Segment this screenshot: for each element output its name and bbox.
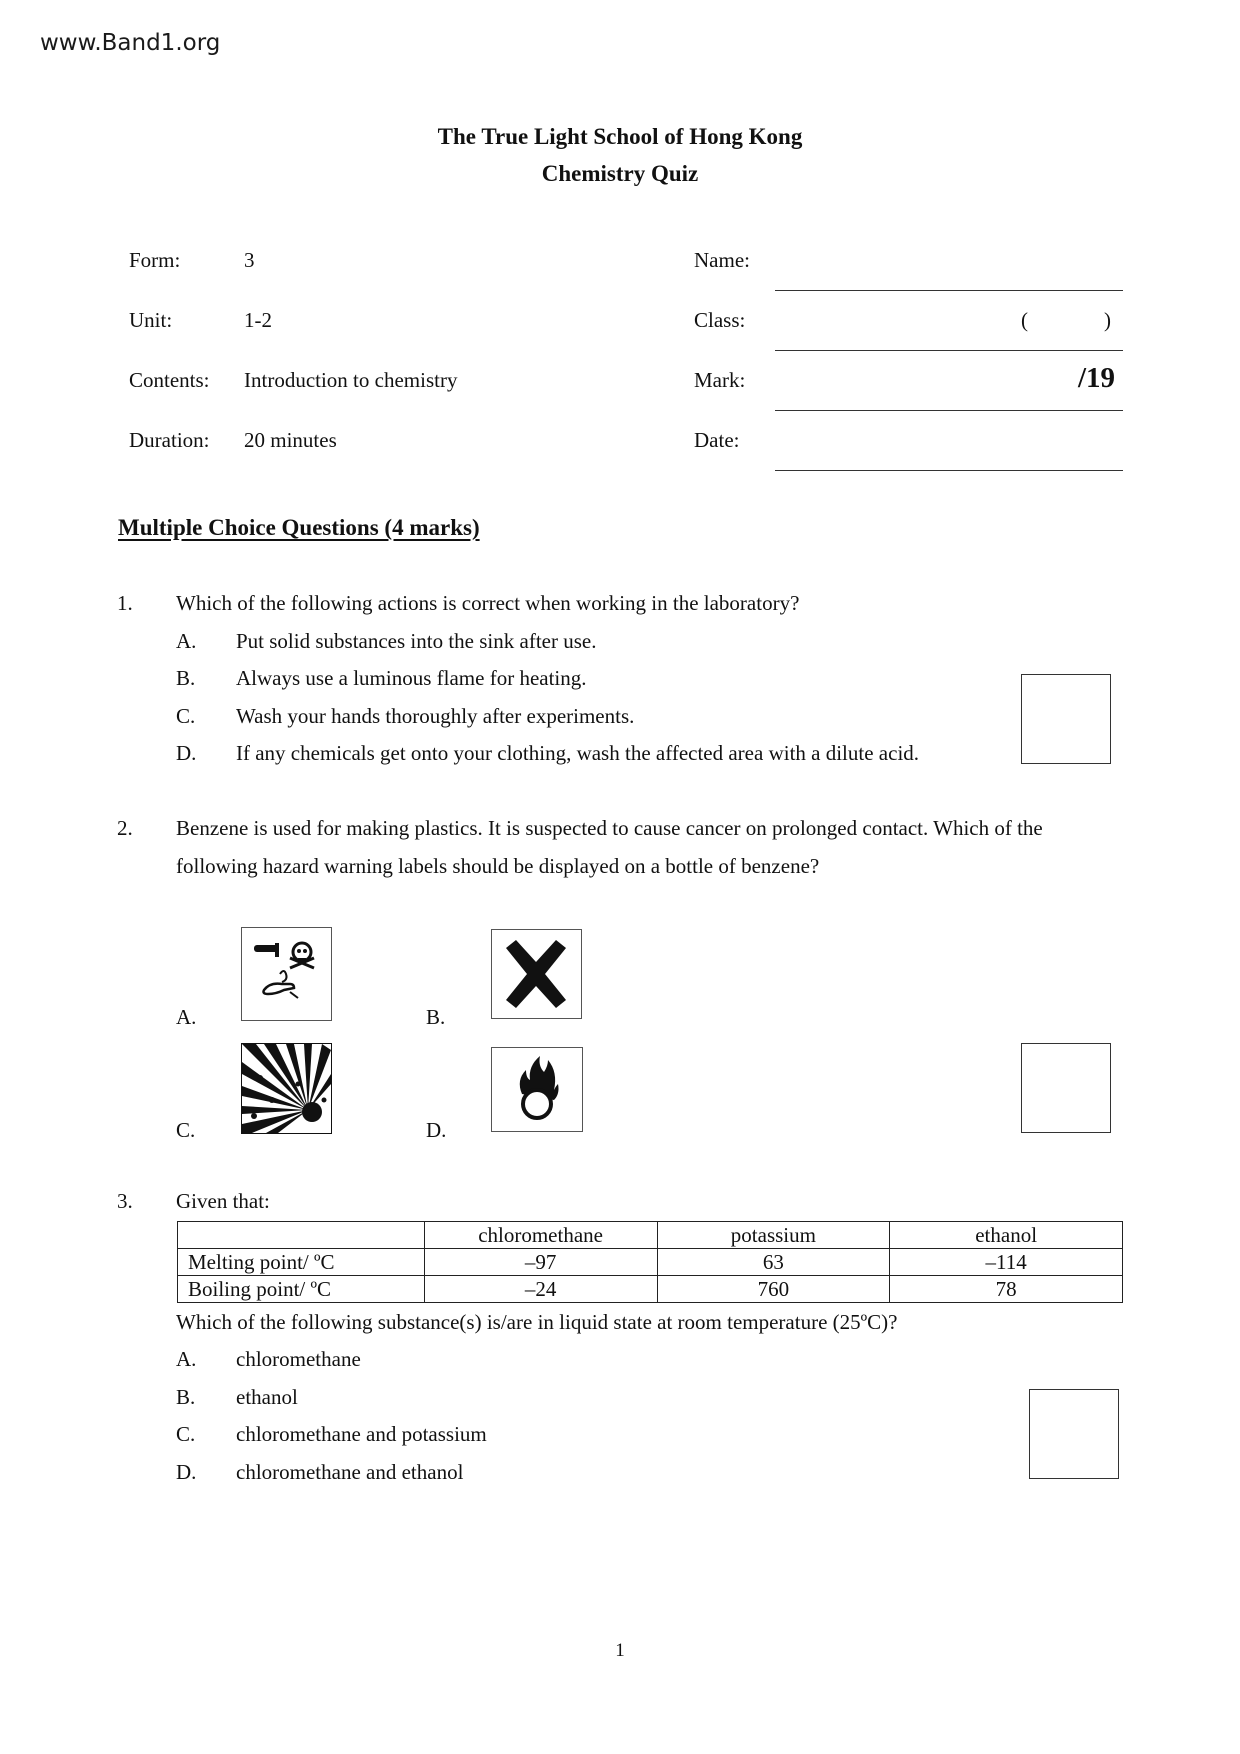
option-letter: A. bbox=[176, 1347, 197, 1371]
question-number: 3. bbox=[117, 1189, 133, 1213]
question-text: Which of the following actions is correct when working in the laboratory? bbox=[176, 591, 800, 615]
watermark: www.Band1.org bbox=[40, 30, 221, 56]
question-intro: Given that: bbox=[176, 1189, 270, 1213]
question-number: 2. bbox=[117, 816, 133, 840]
option-text: chloromethane and potassium bbox=[236, 1422, 487, 1446]
explosive-hazard-icon bbox=[241, 1043, 332, 1134]
table-header-cell bbox=[178, 1222, 425, 1249]
duration-value: 20 minutes bbox=[244, 428, 337, 452]
date-label: Date: bbox=[694, 428, 740, 452]
class-field[interactable] bbox=[775, 350, 1123, 351]
option-text: Always use a luminous flame for heating. bbox=[236, 666, 587, 690]
school-name: The True Light School of Hong Kong bbox=[437, 124, 803, 149]
class-number-paren-open: ( bbox=[1021, 308, 1028, 332]
option-letter: C. bbox=[176, 704, 196, 728]
harmful-irritant-hazard-icon bbox=[491, 929, 582, 1019]
table-cell: –97 bbox=[424, 1249, 657, 1276]
option-letter: A. bbox=[176, 629, 197, 653]
unit-label: Unit: bbox=[129, 308, 173, 332]
question-text-line-1: Benzene is used for making plastics. It is suspected to cause cancer on prolonged contact. Which of the bbox=[176, 816, 1043, 840]
quiz-title: Chemistry Quiz bbox=[541, 161, 699, 186]
table-row-label: Boiling point/ ºC bbox=[178, 1276, 425, 1303]
option-letter: B. bbox=[176, 666, 196, 690]
answer-box-1[interactable] bbox=[1021, 674, 1111, 764]
form-value: 3 bbox=[244, 248, 255, 272]
question-number: 1. bbox=[117, 591, 133, 615]
duration-label: Duration: bbox=[129, 428, 210, 452]
option-letter: B. bbox=[426, 1005, 446, 1029]
option-text: If any chemicals get onto your clothing, wash the affected area with a dilute acid. bbox=[236, 741, 920, 765]
table-cell: –114 bbox=[890, 1249, 1123, 1276]
option-text: Wash your hands thoroughly after experiments. bbox=[236, 704, 635, 728]
option-letter: D. bbox=[176, 741, 197, 765]
properties-table bbox=[177, 1221, 1123, 1303]
table-cell: 760 bbox=[657, 1276, 890, 1303]
section-heading: Multiple Choice Questions (4 marks) bbox=[118, 515, 480, 540]
class-label: Class: bbox=[694, 308, 746, 332]
table-header-cell: ethanol bbox=[890, 1222, 1123, 1249]
option-text: Put solid substances into the sink after use. bbox=[236, 629, 597, 653]
name-label: Name: bbox=[694, 248, 750, 272]
unit-value: 1-2 bbox=[244, 308, 272, 332]
table-row bbox=[178, 1276, 1123, 1303]
mark-label: Mark: bbox=[694, 368, 746, 392]
page-number: 1 bbox=[615, 1640, 625, 1661]
form-label: Form: bbox=[129, 248, 181, 272]
contents-value: Introduction to chemistry bbox=[244, 368, 458, 392]
answer-box-2[interactable] bbox=[1021, 1043, 1111, 1133]
table-header-cell: potassium bbox=[657, 1222, 890, 1249]
option-letter: C. bbox=[176, 1118, 196, 1142]
option-letter: A. bbox=[176, 1005, 197, 1029]
option-letter: C. bbox=[176, 1422, 196, 1446]
question-text: Which of the following substance(s) is/are in liquid state at room temperature (25ºC)? bbox=[176, 1310, 898, 1334]
table-cell: 78 bbox=[890, 1276, 1123, 1303]
class-number-paren-close: ) bbox=[1104, 308, 1111, 332]
table-cell: 63 bbox=[657, 1249, 890, 1276]
contents-label: Contents: bbox=[129, 368, 210, 392]
option-letter: D. bbox=[426, 1118, 447, 1142]
table-header-cell: chloromethane bbox=[424, 1222, 657, 1249]
option-text: chloromethane bbox=[236, 1347, 361, 1371]
option-text: chloromethane and ethanol bbox=[236, 1460, 464, 1484]
name-field[interactable] bbox=[775, 290, 1123, 291]
oxidising-hazard-icon bbox=[491, 1047, 583, 1132]
option-letter: D. bbox=[176, 1460, 197, 1484]
corrosive-hazard-icon bbox=[241, 927, 332, 1021]
table-cell: –24 bbox=[424, 1276, 657, 1303]
option-text: ethanol bbox=[236, 1385, 298, 1409]
date-field[interactable] bbox=[775, 470, 1123, 471]
question-text-line-2: following hazard warning labels should be displayed on a bottle of benzene? bbox=[176, 854, 820, 878]
table-row bbox=[178, 1249, 1123, 1276]
mark-field[interactable] bbox=[775, 410, 1123, 411]
mark-total: /19 bbox=[1078, 362, 1116, 394]
table-header-row bbox=[178, 1222, 1123, 1249]
table-row-label: Melting point/ ºC bbox=[178, 1249, 425, 1276]
answer-box-3[interactable] bbox=[1029, 1389, 1119, 1479]
option-letter: B. bbox=[176, 1385, 196, 1409]
